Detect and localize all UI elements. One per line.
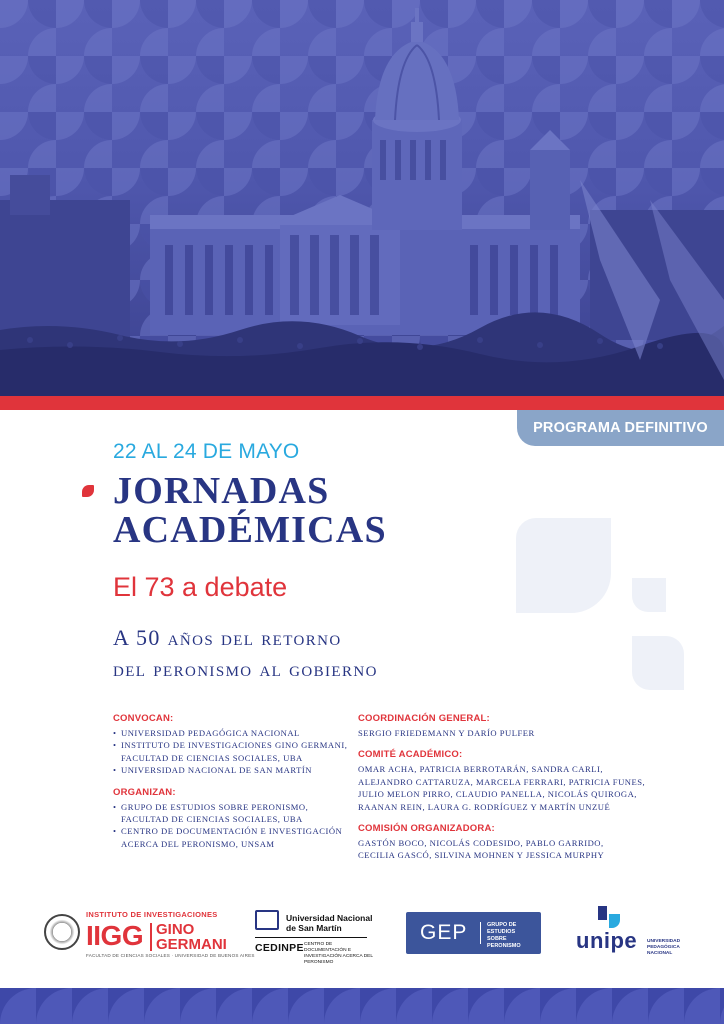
- iigg-logo-name: GINO GERMANI: [156, 921, 227, 953]
- comite-names: OMAR ACHA, PATRICIA BERROTARÁN, SANDRA CARLI, ALEJANDRO CATTARUZA, MARCELA FERRARI, PATRICIA FUNES, JULIO MELON PIRRO, CLAUDIO PANELLA, NICOLÁS QUIROGA, RAANAN REIN, LAURA G. RODRÍGUEZ Y MARTÍN UNZUÉ: [358, 764, 646, 812]
- hero-photo: [0, 0, 724, 396]
- left-info-column: [113, 713, 353, 860]
- list-item: • UNIVERSIDAD NACIONAL DE SAN MARTÍN: [113, 765, 312, 776]
- footer-pattern: [0, 988, 724, 1024]
- convocan-list: [113, 727, 353, 777]
- coordinacion-names: SERGIO FRIEDEMANN Y DARÍO PULFER: [358, 728, 535, 738]
- decorative-shapes: [516, 518, 696, 693]
- title-line-1: JORNADAS: [113, 470, 330, 512]
- list-item-cont: ACERCA DEL PERONISMO, UNSAM: [121, 838, 275, 849]
- comite-heading: COMITÉ ACADÉMICO:: [358, 749, 463, 761]
- tagline-line-2: del peronismo al gobierno: [113, 656, 378, 681]
- cedinpe-logo: CEDINPE: [255, 942, 304, 954]
- iigg-logo-top: INSTITUTO DE INVESTIGACIONES: [86, 910, 218, 919]
- list-item: • UNIVERSIDAD PEDAGÓGICA NACIONAL: [113, 728, 300, 738]
- iigg-logo-footer: FACULTAD DE CIENCIAS SOCIALES · UNIVERSIDAD DE BUENOS AIRES: [86, 953, 255, 958]
- unsam-book-icon: [255, 910, 279, 930]
- coordinacion-heading: COORDINACIÓN GENERAL:: [358, 713, 490, 724]
- list-item-cont: FACULTAD DE CIENCIAS SOCIALES, UBA: [121, 752, 303, 763]
- gep-logo: GEP: [420, 921, 468, 944]
- right-info-column: [358, 713, 658, 872]
- event-title: [113, 472, 387, 550]
- event-tagline: [113, 622, 378, 684]
- list-item: • CENTRO DE DOCUMENTACIÓN E INVESTIGACIÓN: [113, 826, 343, 837]
- organizan-list: [113, 801, 353, 851]
- congress-illustration: [0, 0, 724, 396]
- red-band: [0, 396, 724, 410]
- unipe-mark-icon: [598, 906, 622, 928]
- title-line-2: ACADÉMICAS: [113, 509, 387, 551]
- unsam-logo: Universidad Nacional de San Martín: [286, 913, 373, 933]
- list-item: • GRUPO DE ESTUDIOS SOBRE PERONISMO,: [113, 801, 309, 812]
- event-subtitle: El 73 a debate: [113, 572, 288, 602]
- tagline-line-1: A 50 años del retorno: [113, 625, 342, 650]
- program-badge: PROGRAMA DEFINITIVO: [517, 410, 724, 446]
- uba-seal-icon: [44, 914, 80, 950]
- red-accent-dot: [82, 485, 94, 497]
- organizan-heading: ORGANIZAN:: [113, 786, 176, 798]
- sponsor-logos: [0, 896, 724, 976]
- comision-names: GASTÓN BOCO, NICOLÁS CODESIDO, PABLO GARRIDO, CECILIA GASCÓ, SILVINA MOHNEN Y JESSICA MURPHY: [358, 838, 605, 861]
- cedinpe-description: CENTRO DE DOCUMENTACIÓN E INVESTIGACIÓN ACERCA DEL PERONISMO: [304, 942, 374, 965]
- cedinpe-divider: [255, 937, 367, 938]
- event-date: 22 AL 24 DE MAYO: [113, 440, 300, 463]
- iigg-divider: [150, 923, 152, 951]
- iigg-logo: IIGG: [86, 920, 144, 951]
- unipe-description: UNIVERSIDAD PEDAGÓGICA NACIONAL: [647, 939, 681, 956]
- gep-description: GRUPO DE ESTUDIOS SOBRE PERONISMO: [487, 922, 521, 949]
- gep-divider: [480, 922, 481, 944]
- convocan-heading: CONVOCAN:: [113, 713, 174, 724]
- list-item-cont: FACULTAD DE CIENCIAS SOCIALES, UBA: [121, 814, 303, 825]
- unipe-logo: unipe: [576, 928, 638, 953]
- list-item: • INSTITUTO DE INVESTIGACIONES GINO GERMANI,: [113, 740, 348, 751]
- footer-pattern-band: [0, 988, 724, 1024]
- comision-heading: COMISIÓN ORGANIZADORA:: [358, 823, 495, 835]
